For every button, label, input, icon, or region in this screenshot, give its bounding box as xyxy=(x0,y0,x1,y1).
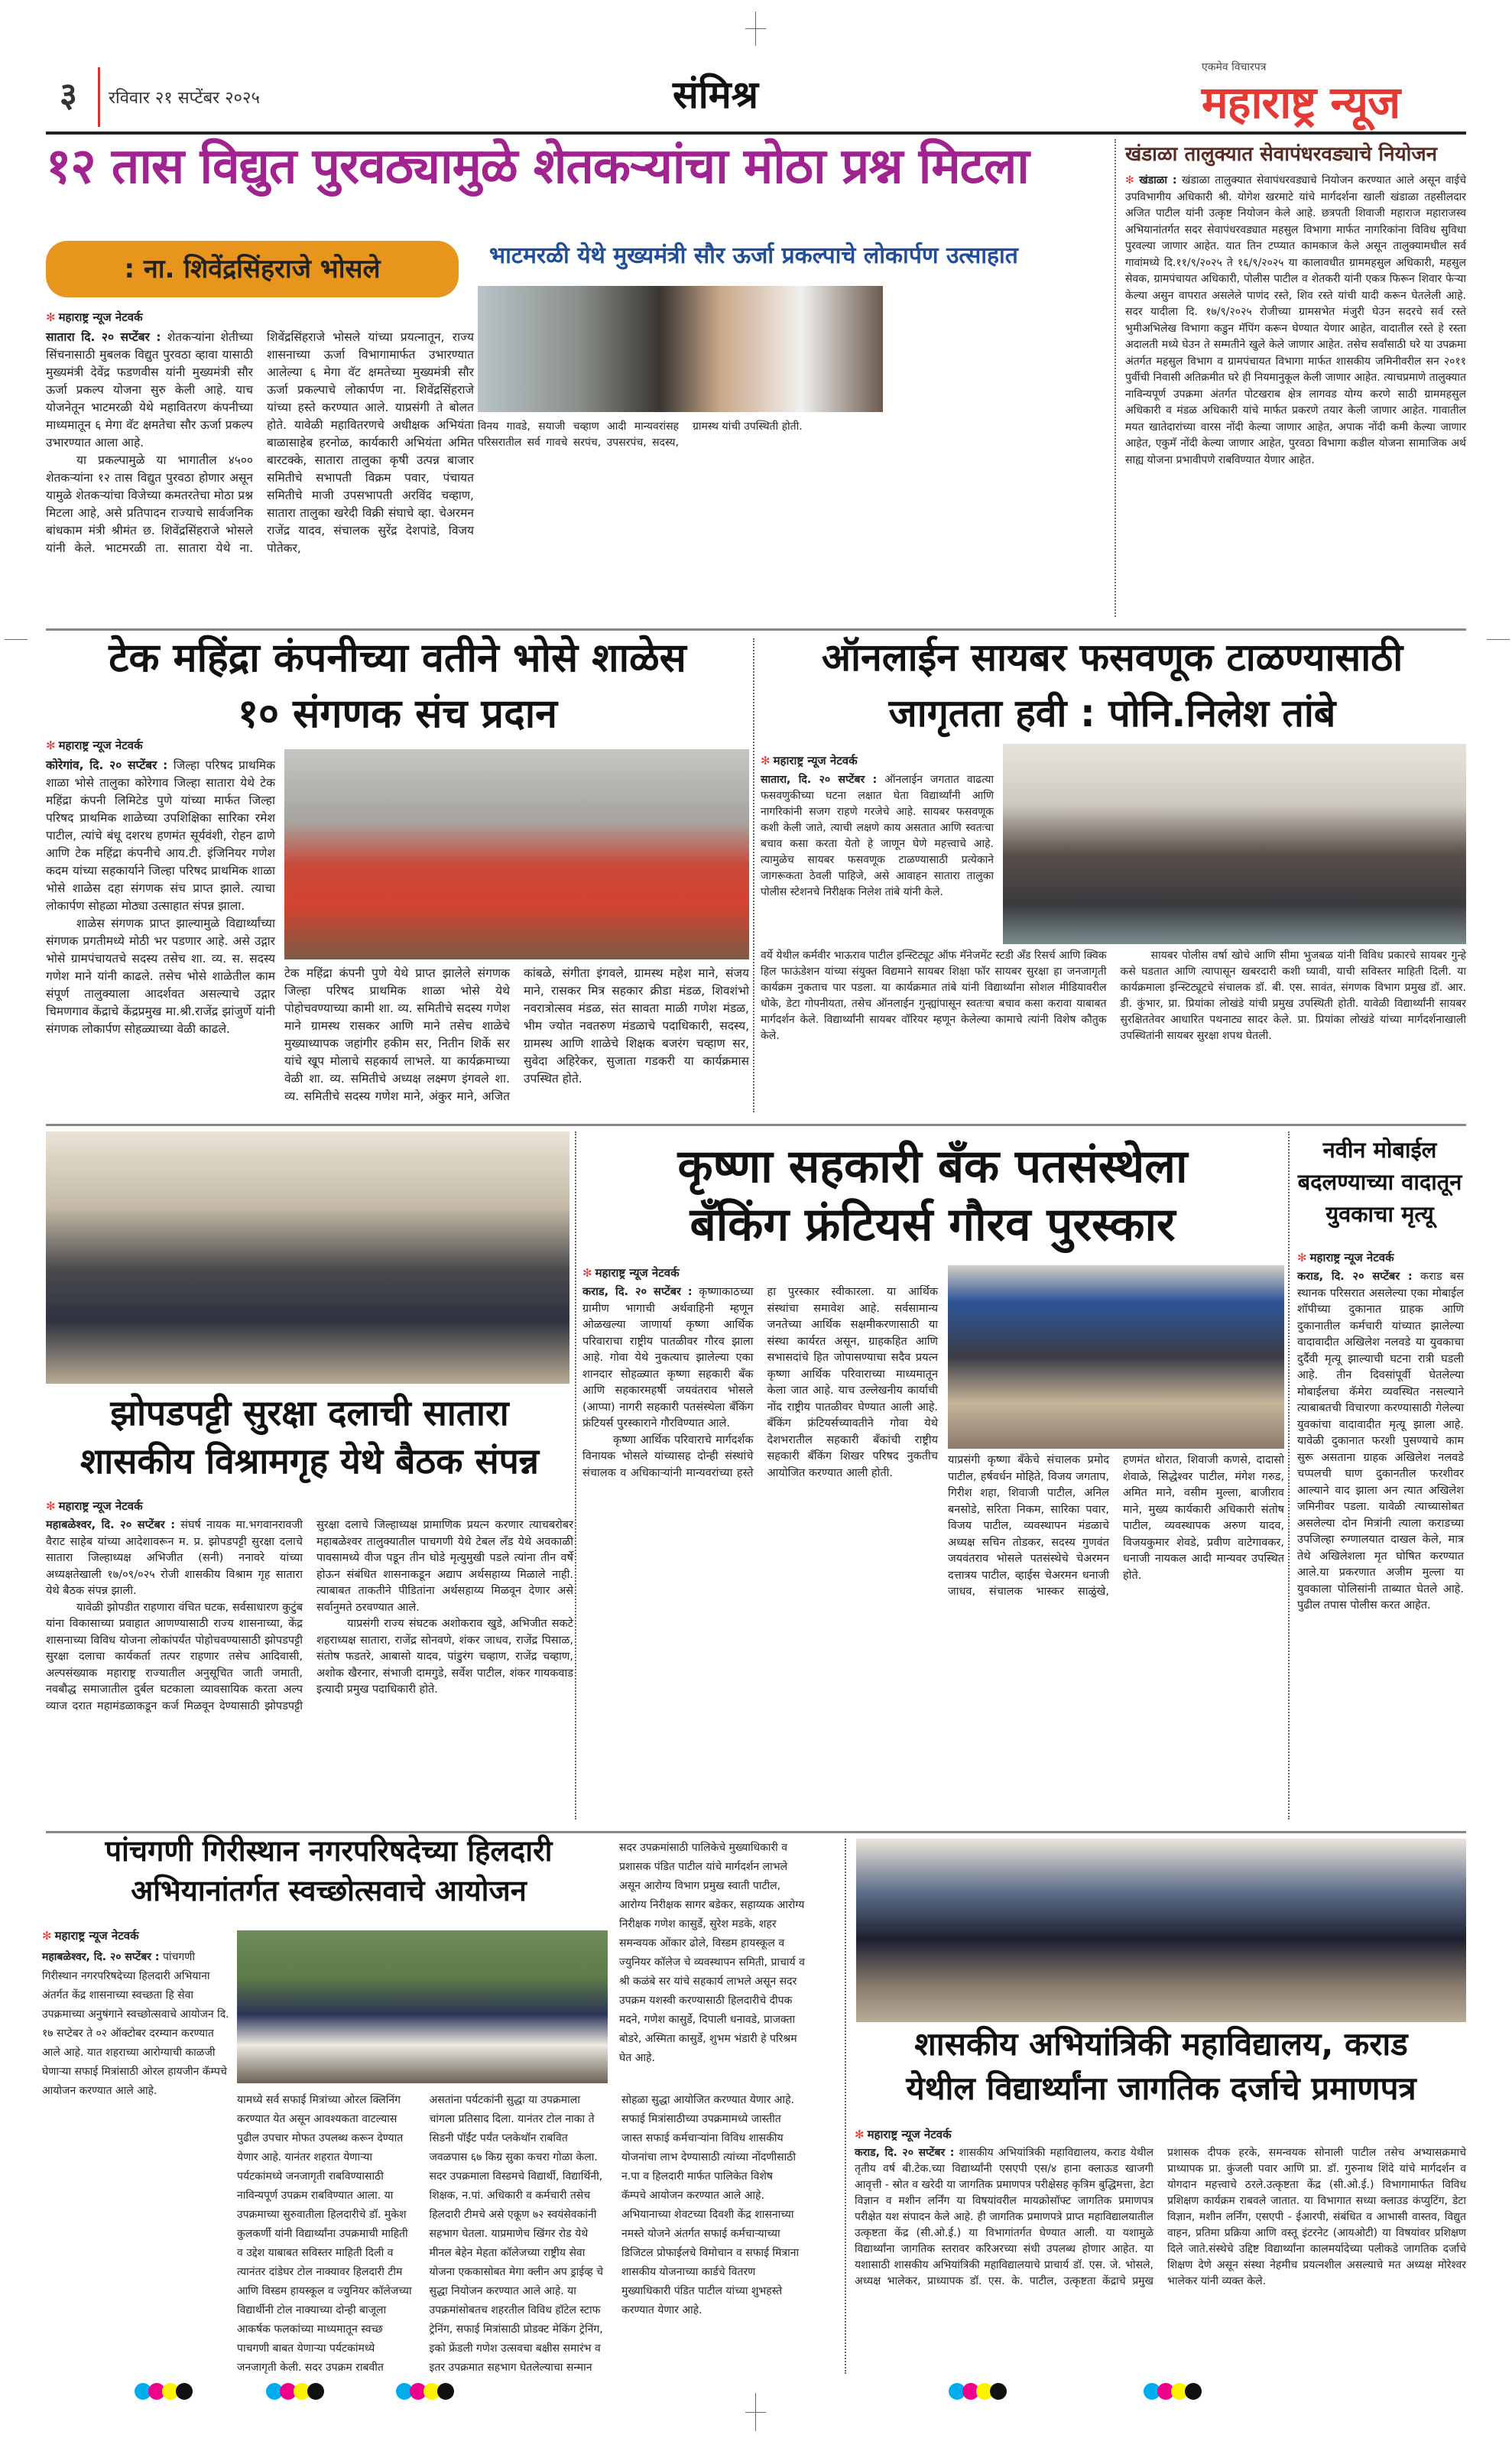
cyber-body-cols: वर्ये येथील कर्मवीर भाऊराव पाटील इन्स्टिट्यूट ऑफ मॅनेजमेंट स्टडी अँड रिसर्च आणि क्विक हिल फाऊंडेशन यांच्या संयुक्त विद्यमाने सायबर शिक्षा फॉर सायबर सुरक्षा हा जनजागृती कार्यक्रम नुकताच पार पडला. या कार्यक्रमात तांबे यांनी विद्यार्थ्यांना सोशल मीडियावरील धोके, डेटा गोपनीयता, तसेच ऑनलाईन गुन्ह्यांपासून स्वतःचा बचाव कसा करावा याबाबत मार्गदर्शन केले. विद्यार्थ्यांनी सायबर वॉरियर म्हणून केलेल्या कामाचे त्यांनी विशेष कौतुक केले. सायबर पोलीस वर्षा खोचे आणि सीमा भुजबळ यांनी विविध प्रकारचे सायबर गुन्हे कसे घडतात आणि त्यापासून खबरदारी कशी घ्यावी, याची सविस्तर माहिती दिली. या कार्यक्रमाला इन्स्टिट्यूटचे संचालक डॉ. बी. एस. सावंत, संगणक विभाग प्रमुख डॉ. आर. डी. कुंभार, प्रा. प्रियांका लोखंडे यांची प्रमुख उपस्थिती होती. यावेळी विद्यार्थ्यांनी सायबर सुरक्षिततेवर आधारित पथनाट्य सादर केले. प्रा. प्रियांका लोखंडे यांच्या मार्गदर्शनाखाली उपस्थितांनी सायबर सुरक्षा शपथ घेतली. xyxy=(761,950,1466,1042)
section-rule xyxy=(46,628,1466,631)
byline: ✻ महाराष्ट्र न्यूज नेटवर्क xyxy=(582,1266,680,1280)
asterisk-icon: ✻ xyxy=(46,310,56,324)
college-headline-line2: येथील विद्यार्थ्यांना जागतिक दर्जाचे प्रमाणपत्र xyxy=(906,2070,1416,2107)
photo-award-ceremony xyxy=(948,1265,1284,1449)
story-body: सातारा दि. २० सप्टेंबर : शेतकऱ्यांना शेतीच्या सिंचनासाठी मुबलक विद्युत पुरवठा व्हावा यासाठी मुख्यमंत्री देवेंद्र फडणवीस यांनी मुख्यमंत्री सौर ऊर्जा प्रकल्प योजना सुरु केली आहे. याच योजनेतून भाटमरळी येथे महावितरण कंपनीच्या माध्यमातून ६ मेगा वॅट क्षमतेचा सौर ऊर्जा प्रकल्प उभारण्यात आला आहे. या प्रकल्पामुळे या भागातील ४५०० शेतकऱ्यांना १२ तास विद्युत पुरवठा होणार असून यामुळे शेतकऱ्यांचा विजेच्या कमतरतेचा मोठा प्रश्न मिटला आहे, असे प्रतिपादन राज्याचे सार्वजनिक बांधकाम मंत्री श्रीमंत छ. शिवेंद्रसिंहराजे भोसले यांनी केले. भाटमरळी ता. सातारा येथे ना. शिवेंद्रसिंहराजे भोसले यांच्या प्रयत्नातून, राज्य शासनाच्या ऊर्जा विभागामार्फत उभारण्यात आलेल्या ६ मेगा वॅट क्षमतेच्या मुख्यमंत्री सौर ऊर्जा प्रकल्पाचे लोकार्पण ना. शिवेंद्रसिंहराजे यांच्या हस्ते करण्यात आले. याप्रसंगी ते बोलत होते. यावेळी महावितरणचे अधीक्षक अभियंता बाळासाहेब हरनोळ, कार्यकारी अभियंता अमित बारटक्के, सातारा तालुका कृषी उत्पन्न बाजार समितीचे सभापती विक्रम पवार, पंचायत समितीचे माजी उपसभापती अरविंद चव्हाण, सातारा तालुका खरेदी विक्री संघाचे व्हा. चेअरमन राजेंद्र यादव, संचालक सुरेंद्र देशपांडे, विजय पोतेकर, xyxy=(46,330,474,555)
slum-headline-line2: शासकीय विश्रामगृह येथे बैठक संपन्न xyxy=(80,1440,539,1482)
panchgani-body-col1: महाबळेश्वर, दि. २० सप्टेंबर : पांचगणी गिरीस्थान नगरपरिषदेच्या हिलदारी अभियाना अंतर्गत केंद्र शासनाच्या स्वच्छता हि सेवा उपक्रमाच्या अनुषंगाने स्वच्छोत्सवाचे आयोजन दि. १७ सप्टेबर ते ०२ ऑक्टोबर दरम्यान करण्यात आले आहे. यात शहराच्या आरोग्याची काळजी घेणाऱ्या सफाई मित्रांसाठी ओरल हायजीन कॅम्पचे आयोजन करण्यात आले आहे. xyxy=(42,1951,229,2097)
color-registration-dots xyxy=(1147,2383,1202,2400)
page-number: ३ xyxy=(60,76,77,115)
dateline: कोरेगांव, दि. २० सप्टेंबर : xyxy=(46,758,168,772)
asterisk-icon: ✻ xyxy=(582,1266,592,1280)
subhead: भाटमरळी येथे मुख्यमंत्री सौर ऊर्जा प्रकल्पाचे लोकार्पण उत्साहात xyxy=(489,242,1018,269)
dateline: सातारा, दि. २० सप्टेंबर : xyxy=(761,774,878,786)
column-divider xyxy=(1288,1131,1290,1820)
panchgani-body-col4: सदर उपक्रमांसाठी पालिकेचे मुख्याधिकारी व प्रशासक पंडित पाटील यांचे मार्गदर्शन लाभले असून आरोग्य विभाग प्रमुख स्वाती पाटील, आरोग्य निरीक्षक सागर बडेकर, सहाय्यक आरोग्य निरीक्षक गणेश कासुर्डे, सुरेश मडके, शहर समन्वयक ओंकार ढोले, विस्डम हायस्कूल व ज्युनियर कॉलेज चे व्यवस्थापन समिती, प्राचार्य व श्री कळंबे सर यांचे सहकार्य लाभले असून सदर उपक्रम यशस्वी करण्यासाठी हिलदारीचे दीपक मदने, गणेश कासुर्डे, दिपाली धनावडे, प्राजक्ता बोडरे, अस्मिता कासुर्डे, शुभम भंडारी हे परिश्रम घेत आहे. xyxy=(619,1842,805,2064)
dateline: सातारा दि. २० सप्टेंबर : xyxy=(46,330,161,344)
panchgani-headline-line1: पांचगणी गिरीस्थान नगरपरिषदेच्या हिलदारी xyxy=(105,1834,553,1868)
photo-students-certificates xyxy=(856,1839,1466,2022)
cyber-headline-line1: ऑनलाईन सायबर फसवणूक टाळण्यासाठी xyxy=(821,635,1403,680)
krishna-body-cols: कराड, दि. २० सप्टेंबर : कृष्णाकाठच्या ग्रामीण भागाची अर्थवाहिनी म्हणून ओळखल्या जाणार्या कृष्णा आर्थिक परिवाराचा राष्ट्रीय पातळीवर गौरव झाला आहे. गोवा येथे नुकत्याच झालेल्या एका शानदार सोहळ्यात कृष्णा सहकारी बँक आणि सहकारमहर्षी जयवंतराव भोसले (आप्पा) नागरी सहकारी पतसंस्थेला बँकिंग फ्रंटियर्स पुरस्काराने गौरविण्यात आले. कृष्णा आर्थिक परिवाराचे मार्गदर्शक विनायक भोसले यांच्यासह दोन्ही संस्थांचे संचालक व अधिकाऱ्यांनी मान्यवरांच्या हस्ते हा पुरस्कार स्वीकारला. या आर्थिक संस्थांचा समावेश आहे. सर्वसामान्य जनतेच्या आर्थिक सक्षमीकरणासाठी या संस्था कार्यरत असून, ग्राहकहित आणि सभासदांचे हित जोपासण्याचा सदैव प्रयत्न कृष्णा आर्थिक परिवाराच्या माध्यमातून केला जात आहे. याच उल्लेखनीय कार्याची नोंद राष्ट्रीय पातळीवर घेण्यात आली आहे. बँकिंग फ्रंटियर्सच्यावतीने गोवा येथे देशभरातील सहकारी बँकांची राष्ट्रीय सहकारी बँकिंग शिखर परिषद नुकतीच आयोजित करण्यात आली होती. xyxy=(582,1286,938,1479)
byline: ✻ महाराष्ट्र न्यूज नेटवर्क xyxy=(46,739,143,752)
lead-headline: १२ तास विद्युत पुरवठ्यामुळे शेतकऱ्यांचा मोठा प्रश्न मिटला xyxy=(46,138,1029,195)
registration-mark-bottom-h xyxy=(745,2412,766,2413)
slum-headline-line1: झोपडपट्टी सुरक्षा दलाची सातारा xyxy=(110,1392,509,1433)
dateline: कराड, दि. २० सप्टेंबर : xyxy=(582,1286,693,1298)
byline: ✻ महाराष्ट्र न्यूज नेटवर्क xyxy=(1297,1251,1394,1264)
asterisk-icon: ✻ xyxy=(761,754,771,768)
column-divider xyxy=(575,1131,576,1820)
section-rule xyxy=(46,1831,1466,1833)
masthead-rule xyxy=(46,131,1466,135)
techm-headline-line1: टेक महिंद्रा कंपनीच्या वतीने भोसे शाळेस xyxy=(109,635,686,681)
krishna-headline-line2: बँकिंग फ्रंटियर्स गौरव पुरस्कार xyxy=(689,1198,1176,1251)
asterisk-icon: ✻ xyxy=(1297,1251,1307,1264)
college-body: कराड, दि. २० सप्टेंबर : शासकीय अभियांत्रिकी महाविद्यालय, कराड येथील तृतीय वर्ष बी.टेक.च्या विद्यार्थ्यांनी एसएपी एस/४ हाना क्लाऊड खाजगी आवृत्ती - स्रोत व खरेदी या जागतिक प्रमाणपत्र परीक्षेसह कृत्रिम बुद्धिमत्ता, डेटा विज्ञान व मशीन लर्निंग या विषयांवरील मायक्रोसॉफ्ट जागतिक प्रमाणपत्र परीक्षेत यश संपादन केले आहे. ही जागतिक प्रमाणपत्रे प्राप्त महाविद्यालयातील उत्कृष्टता केंद्र (सी.ओ.ई.) या विभागांतर्गत घेण्यात आली. या यशामुळे विद्यार्थ्यांना जागतिक स्तरावर करिअरच्या संधी उपलब्ध होणार आहेत. या यशासाठी शासकीय अभियांत्रिकी महाविद्यालयाचे प्राचार्य डॉ. एस. जे. भोसले, अध्यक्ष भालेकर, प्राध्यापक डॉ. एस. के. पाटील, उत्कृष्टता केंद्राचे प्रमुख प्रशासक दीपक हरके, समन्वयक सोनाली पाटील तसेच अभ्यासक्रमाचे प्राध्यापक प्रा. कुंजली पवार आणि प्रा. डॉ. गुरुनाथ शिंदे यांचे मार्गदर्शन व योगदान महत्त्वाचे ठरले.उत्कृष्टता केंद्र (सी.ओ.ई.) विभागामार्फत विविध प्रशिक्षण कार्यक्रम राबवले जातात. या विभागात सध्या क्लाउड कंप्युटिंग, डेटा विज्ञान, मशीन लर्निंग, एसएपी - ईआरपी, संबंधित व आभासी वास्तव, विद्युत वाहन, प्रतिमा प्रक्रिया आणि वस्तू इंटरनेट (आयओटी) या विषयांवर प्रशिक्षण दिले जाते.संस्थेचे उद्दिष्ट विद्यार्थ्यांना कालमर्यादेच्या पलीकडे जागतिक दर्जाचे शिक्षण देणे असून संस्था नेहमीच प्रयत्नशील असल्याचे मत अध्यक्ष मोरेश्वर भालेकर यांनी व्यक्त केले. xyxy=(855,2147,1466,2287)
asterisk-icon: ✻ xyxy=(46,1499,56,1513)
masthead-divider xyxy=(98,67,100,127)
mobile-headline-line2: बदलण्याच्या वादातून xyxy=(1297,1169,1462,1195)
color-registration-dots xyxy=(269,2383,324,2400)
quote-pill: : ना. शिवेंद्रसिंहराजे भोसले xyxy=(46,241,459,297)
photo-school-children xyxy=(284,749,749,959)
byline: ✻ महाराष्ट्र न्यूज नेटवर्क xyxy=(761,754,858,768)
color-registration-dots xyxy=(399,2383,454,2400)
column-divider xyxy=(845,1839,846,2374)
byline: ✻ महाराष्ट्र न्यूज नेटवर्क xyxy=(42,1929,139,1943)
techm-body-col1: कोरेगांव, दि. २० सप्टेंबर : जिल्हा परिषद प्राथमिक शाळा भोसे तालुका कोरेगाव जिल्हा सातारा येथे टेक महिंद्रा कंपनी लिमिटेड पुणे यांच्या मार्फत जिल्हा परिषद प्राथमिक शाळेच्या उपशिक्षिका सारिका रमेश पाटील, त्यांचे बंधू दशरथ हणमंत सूर्यवंशी, रोहन ढाणे आणि टेक महिंद्रा कंपनीचे आय.टी. इंजिनियर गणेश कदम यांच्या सहकार्याने जिल्हा परिषद प्राथमिक शाळा भोसे शाळेस दहा संगणक संच प्राप्त झाले. त्याचा लोकार्पण सोहळा मोठ्या उत्साहात संपन्न झाला. शाळेस संगणक प्राप्त झाल्यामुळे विद्यार्थ्यांच्या संगणक प्रगतीमध्ये मोठी भर पडणार आहे. असे उद्गार भोसे ग्रामपंचायतचे सदस्य तसेच शा. व्य. स. सदस्य गणेश माने यांनी काढले. तसेच भोसे शाळेतील काम संपूर्ण तालुक्याला आदर्शवत असल्याचे उद्गार चिमणगाव केंद्राचे केंद्रप्रमुख मा.श्री.राजेंद्र झांजुर्णे यांनी संगणक लोकार्पण सोहळ्याच्या वेळी काढले. xyxy=(46,758,276,1036)
byline: ✻ महाराष्ट्र न्यूज नेटवर्क xyxy=(855,2128,952,2141)
section-rule xyxy=(46,1124,1466,1126)
column-divider xyxy=(753,638,754,1112)
cyber-headline-line2: जागृतता हवी : पोनि.निलेश तांबे xyxy=(888,691,1336,735)
asterisk-icon: ✻ xyxy=(1125,174,1134,187)
byline: ✻ महाराष्ट्र न्यूज नेटवर्क xyxy=(46,1499,143,1513)
newspaper-logo: महाराष्ट्र न्यूज xyxy=(1202,76,1400,128)
mobile-body: कराड, दि. २० सप्टेंबर : कराड बस स्थानक परिसरात असलेल्या एका मोबाईल शॉपीच्या दुकानात ग्राहक आणि दुकानातील कर्मचारी यांच्यात झालेल्या वादावादीत अखिलेश नलवडे या युवकाचा दुर्दैवी मृत्यू झाल्याची घटना रात्री घडली आहे. तीन दिवसांपूर्वी घेतलेल्या मोबाईलचा कॅमेरा व्यवस्थित नसल्याने त्याबाबतची विचारणा करण्यासाठी गेलेल्या युवकांचा वादावादीत मृत्यू झाला आहे. यावेळी दुकानात फरशी पुसण्याचे काम सुरू असताना ग्राहक अखिलेश नलवडे चप्पलची घाण दुकानतील फरशीवर आल्याने वाद झाला अन त्यात अखिलेश जमिनीवर पडला. यावेळी त्याच्यासोबत असलेल्या दोन मित्रांनी त्याला कराडच्या उपजिल्हा रुग्णालयात दाखल केले, मात्र तेथे अखिलेशला मृत घोषित करण्यात आले.या प्रकरणात अजीम मुल्ला या युवकाला पोलिसांनी ताब्यात घेतले आहे. पुढील तपास पोलीस करत आहेत. xyxy=(1297,1271,1464,1612)
asterisk-icon: ✻ xyxy=(855,2128,865,2141)
mobile-headline-line1: नवीन मोबाईल xyxy=(1322,1137,1437,1163)
registration-mark-right xyxy=(1487,639,1510,640)
dateline: महाबळेश्वर, दि. २० सप्टेंबर : xyxy=(46,1519,176,1531)
section-title: संमिश्र xyxy=(673,73,759,117)
khandala-body: ✻ खंडाळा : खंडाळा तालुक्यात सेवापंधरवड्याचे नियोजन करण्यात आले असून वाईचे उपविभागीय अधिकारी श्री. योगेश खरमाटे यांचे मार्गदर्शना खाली खंडाळा तहसीलदार अजित पाटील यांनी उत्कृष्ट नियोजन केले आहे. छत्रपती शिवाजी महाराज महाराजस्व अभियानांतर्गत सदर सेवापंधरवड्यात महसुल विभागा मार्फत नागरिकांना विविध सुविधा पुरवल्या जाणार आहेत. यात तिन टप्प्यात कामकाज केले असून तालुक्यामधील सर्व गावांमध्ये दि.११/९/२०२५ ते १६/९/२०२५ या कालावधीत ग्राममहसुल अधिकारी, महसुल सेवक, ग्रामपंचायत अधिकारी, पोलीस पाटील व शेतकरी यांनी एकत्र फिरून शिवार फेऱ्या केल्या असुन वापरात असलेले पाणंद रस्ते, शिव रस्ते यांची यादी करून घेतलेली आहे. सदर यादीला दि. १७/९/२०२५ रोजीच्या ग्रामसभेत मंजुरी घेउन सदरचे सर्व रस्ते भुमीअभिलेख विभागा कडुन मॅपिंग करून घेण्यात येणार आहेत, वादातील रस्ते हे रस्ता अदालती मध्ये घेउन ते सम्मतीने खुले केले जाणार आहेत. तसेच सर्वांसाठी घरे या उपक्रमा अंतर्गत महसुल विभाग व ग्रामपंचायत विभागा मार्फत शासकीय जमिनीवरील सन २०११ पुर्वीची निवासी अतिक्रमीत घरे ही नियमानुकूल केली जाणार आहेत. त्याचप्रमाणे तालुक्यात नाविन्यपूर्ण उपक्रमा अंतर्गत पोटखराब क्षेत्र लागवड योग्य करणे साठी ग्राममहसुल अधिकारी व मंडळ अधिकारी यांचे मार्फत प्रकरणे तयार केली जाणार आहेत. गावातील मयत खातेदारांच्या वारस नोंदी केल्या जाणार आहेत, अपाक नोंदी कमी केल्या जाणार आहेत, एकुमॅ नोंदी केल्या जाणार आहेत, पुरवठा विभागा कडील योजना सामाजिक अर्थ साह्य योजना प्रभावीपणे राबविण्यात येणार आहेत. xyxy=(1125,174,1466,466)
registration-mark-top-h xyxy=(745,28,766,29)
panchgani-headline-line2: अभियानांतर्गत स्वच्छोत्सवाचे आयोजन xyxy=(131,1874,527,1907)
column-divider xyxy=(1115,139,1116,617)
panchgani-body-cols: यामध्ये सर्व सफाई मित्रांच्या ओरल क्लिनिंग करण्यात येत असून आवश्यकता वाटल्यास पुढील उपचार मोफत उपलब्ध करून देण्यात येणार आहे. यानंतर शहरात येणाऱ्या पर्यटकांमध्ये जनजागृती राबविण्यासाठी नाविन्यपूर्ण उपक्रम राबविण्यात आला. या उपक्रमाच्या सुरुवातीला हिलदारीचे डॉ. मुकेश कुलकर्णी यांनी विद्यार्थ्यांना उपक्रमाची माहिती व उद्देश याबाबत सविस्तर माहिती दिली व त्यानंतर दांडेघर टोल नाक्यावर हिलदारी टीम आणि विस्डम हायस्कूल व ज्युनियर कॉलेजच्या विद्यार्थीनी टोल नाक्याच्या दोन्ही बाजूला आकर्षक फलकांच्या माध्यमातून स्वच्छ पाचगणी बाबत येणाऱ्या पर्यटकांमध्ये जनजागृती केली. सदर उपक्रम राबवीत असतांना पर्यटकांनी सुद्धा या उपक्रमाला चांगला प्रतिसाद दिला. यानंतर टोल नाका ते सिडनी पॉईंट पर्यंत प्लकेथॉन राबवित जवळपास ६७ किग्र सुका कचरा गोळा केला. सदर उपक्रमाला विस्डमचे विद्यार्थी, विद्यार्थिनी, शिक्षक, न.पां. अधिकारी व कर्मचारी तसेच हिलदारी टीमचे असे एकूण ७२ स्वयंसेवकांनी सहभाग घेतला. याप्रमाणेच खिंगर रोड येथे मीनल बेहेन मेहता कॉलेजच्या राष्ट्रीय सेवा योजना एककासोबत मेगा क्लीन अप ड्राईव्ह चे सुद्धा नियोजन करण्यात आले आहे. या उपक्रमांसोबतच शहरतील विविध हॉटेल स्टाफ ट्रेनिंग, सफाई मित्रांसाठी प्रोडक्ट मेकिंग ट्रेनिंग, इको फ्रेंडली गणेश उत्सवचा बक्षीस समारंभ व इतर उपक्रमात सहभाग घेतलेल्याचा सन्मान सोहळा सुद्धा आयोजित करण्यात येणार आहे. सफाई मित्रांसाठीच्या उपक्रमामध्ये जास्तीत जास्त सफाई कर्मचाऱ्यांना विविध शासकीय योजनांचा लाभ देण्यासाठी त्यांच्या नोंदणीसाठी न.पा व हिलदारी मार्फत पालिकेत विशेष कॅम्पचे आयोजन करण्यात आले आहे. अभियानाच्या शेवटच्या दिवशी केंद्र शासनाच्या नमस्ते योजने अंतर्गत सफाई कर्मचाऱ्याच्या डिजिटल प्रोफाईलचे विमोचान व सफाई मित्राना शासकीय योजनाच्या कार्डचे वितरण मुख्याधिकारी पंडित पाटील यांच्या शुभहस्ते करण्यात येणार आहे. xyxy=(237,2094,800,2374)
issue-date: रविवार २१ सप्टेंबर २०२५ xyxy=(109,89,260,108)
photo-solar-inauguration xyxy=(478,286,883,412)
techm-headline-line2: १० संगणक संच प्रदान xyxy=(237,691,558,737)
krishna-headline-line1: कृष्णा सहकारी बँक पतसंस्थेला xyxy=(677,1140,1188,1193)
byline: ✻ महाराष्ट्र न्यूज नेटवर्क xyxy=(46,310,143,324)
cyber-body-col1: सातारा, दि. २० सप्टेंबर : ऑनलाईन जगतात वाढत्या फसवणुकीच्या घटना लक्षात घेता विद्यार्थ्यांनी आणि नागरिकांनी सजग राहणे गरजेचे आहे. सायबर फसवणूक कशी केली जाते, त्याची लक्षणे काय असतात आणि स्वतःचा बचाव कसा करता येतो हे जाणून घेणे महत्त्वाचे आहे. त्यामुळेच सायबर फसवणूक टाळण्यासाठी प्रत्येकाने जागरूकता ठेवली पाहिजे, असे आवाहन सातारा तालुका पोलीस स्टेशनचे निरीक्षक निलेश तांबे यांनी केले. xyxy=(761,774,994,898)
color-registration-dots xyxy=(952,2383,1007,2400)
registration-mark-left xyxy=(5,639,28,640)
mobile-headline-line3: युवकाचा मृत्यू xyxy=(1325,1201,1434,1227)
photo-cleanliness-drive xyxy=(237,1930,608,2083)
asterisk-icon: ✻ xyxy=(46,739,56,752)
college-headline-line1: शासकीय अभियांत्रिकी महाविद्यालय, कराड xyxy=(914,2025,1408,2063)
asterisk-icon: ✻ xyxy=(42,1929,52,1943)
story-body-continued: विनय गावडे, सयाजी चव्हाण आदी मान्यवरांसह परिसरातील सर्व गावचे सरपंच, उपसरपंच, सदस्य, ग्रामस्थ यांची उपस्थिती होती. xyxy=(478,420,803,449)
slum-body: महाबळेश्वर, दि. २० सप्टेंबर : संघर्ष नायक मा.भगवानरावजी वैराट साहेब यांच्या आदेशावरून म. प्र. झोपडपट्टी सुरक्षा दलाचे सातारा जिल्हाध्यक्ष अभिजीत (सनी) ननावरे यांच्या अध्यक्षतेखाली १७/०९/०२५ रोजी शासकीय विश्राम गृह सातारा येथे बैठक संपन्न झाली. यावेळी झोपडीत राहणारा वंचित घटक, सर्वसाधारण कुटुंब यांना विकासाच्या प्रवाहात आणण्यासाठी राज्य शासनाच्या, केंद्र शासनाच्या विविध योजना लोकांपर्यंत पोहोचवण्यासाठी झोपडपट्टी सुरक्षा दलाचा कार्यकर्ता तत्पर राहणार तसेच आदिवासी, अल्पसंख्याक महाराष्ट्र राज्यातील अनुसूचित जाती जमाती, नवबौद्ध समाजातील दुर्बल घटकाला व्यावसायिक करता अल्प व्याज दरात महामंडळाकडून कर्ज मिळवून देण्यासाठी झोपडपट्टी सुरक्षा दलाचे जिल्हाध्यक्ष प्रामाणिक प्रयत्न करणार त्याचबरोबर महाबळेश्वर तालुक्यातील पाचगणी येथे टेबल लँड येथे अवकाळी पावसामध्ये वीज पडून तीन घोडे मृत्युमुखी पडले त्यांना तीन वर्षे होऊन संबंधित शासनाकडून अद्याप अर्थसहाय्य मिळाले नाही. त्याबाबत ताकतीने पीडितांना अर्थसहाय्य मिळवून देणार असे सर्वानुमते ठरवण्यात आले. याप्रसंगी राज्य संघटक अशोकराव खुडे, अभिजीत सकटे शहराध्यक्ष सातारा, राजेंद्र सोनवणे, शंकर जाधव, राजेंद्र पिसाळ, संतोष फडतरे, आबासो यादव, पांडुरंग चव्हाण, राजेंद्र चव्हाण, अशोक खैरनार, संभाजी दामगुडे, सर्वेश पाटील, शंकर गायकवाड इत्यादी प्रमुख पदाधिकारी होते. xyxy=(46,1519,573,1712)
krishna-body-cols-right: याप्रसंगी कृष्णा बँकेचे संचालक प्रमोद पाटील, हर्षवर्धन मोहिते, विजय जगताप, गिरीश शहा, शिवाजी पाटील, अनिल बनसोडे, सरिता निकम, सारिका पवार, विजय पाटील, व्यवस्थापन मंडळाचे अध्यक्ष सचिन तोडकर, सदस्य गुणवंत जयवंतराव भोसले पतसंस्थेचे चेअरमन दत्तात्रय पाटील, व्हाईस चेअरमन धनाजी जाधव, संचालक भास्कर साळुंखे, हणमंत थोरात, शिवाजी कणसे, दादासो शेवाळे, सिद्धेश्वर पाटील, मंगेश गरुड, अमित माने, वसीम मुल्ला, बाजीराव माने, मुख्य कार्यकारी अधिकारी संतोष पाटील, व्यवस्थापक अरुण यादव, विजयकुमार शेवडे, प्रवीण वाटेगावकर, धनाजी नायकल आदी मान्यवर उपस्थित होते. xyxy=(948,1454,1284,1598)
color-registration-dots xyxy=(138,2383,193,2400)
dateline: महाबळेश्वर, दि. २० सप्टेंबर : xyxy=(42,1951,160,1963)
dateline: कराड, दि. २० सप्टेंबर : xyxy=(855,2147,955,2159)
dateline: कराड, दि. २० सप्टेंबर : xyxy=(1297,1271,1413,1283)
logo-tagline: एकमेव विचारपत्र xyxy=(1202,61,1267,73)
photo-group-meeting xyxy=(46,1131,569,1384)
techm-body-col2: टेक महिंद्रा कंपनी पुणे येथे प्राप्त झालेले संगणक जिल्हा परिषद प्राथमिक शाळा भोसे येथे पोहोचवण्याच्या कामी शा. व्य. समितीचे सदस्य गणेश माने ग्रामस्थ रासकर आणि माने तसेच शाळेचे मुख्याध्यापक जहांगीर हकीम सर, नितीन शिर्के सर यांचे खूप मोलाचे सहकार्य लाभले. या कार्यक्रमाच्या वेळी शा. व्य. समितीचे अध्यक्ष लक्ष्मण इंगवले शा. व्य. समितीचे सदस्य गणेश माने, अंकुर माने, अजित कांबळे, संगीता इंगवले, ग्रामस्थ महेश माने, संजय माने, रासकर मित्र सहकार क्रीडा मंडळ, शिवशंभो नवरात्रोत्सव मंडळ, संत सावता माळी गणेश मंडळ, भीम ज्योत नवतरुण मंडळाचे पदाधिकारी, सदस्य, ग्रामस्थ आणि शाळेचे शिक्षक बजरंग चव्हाण सर, सुवेदा अहिरेकर, सुजाता गडकरी या कार्यक्रमास उपस्थित होते. xyxy=(284,966,749,1103)
khandala-headline: खंडाळा तालुक्यात सेवापंधरवड्याचे नियोजन xyxy=(1125,143,1438,166)
photo-cyber-seminar xyxy=(1003,744,1466,944)
